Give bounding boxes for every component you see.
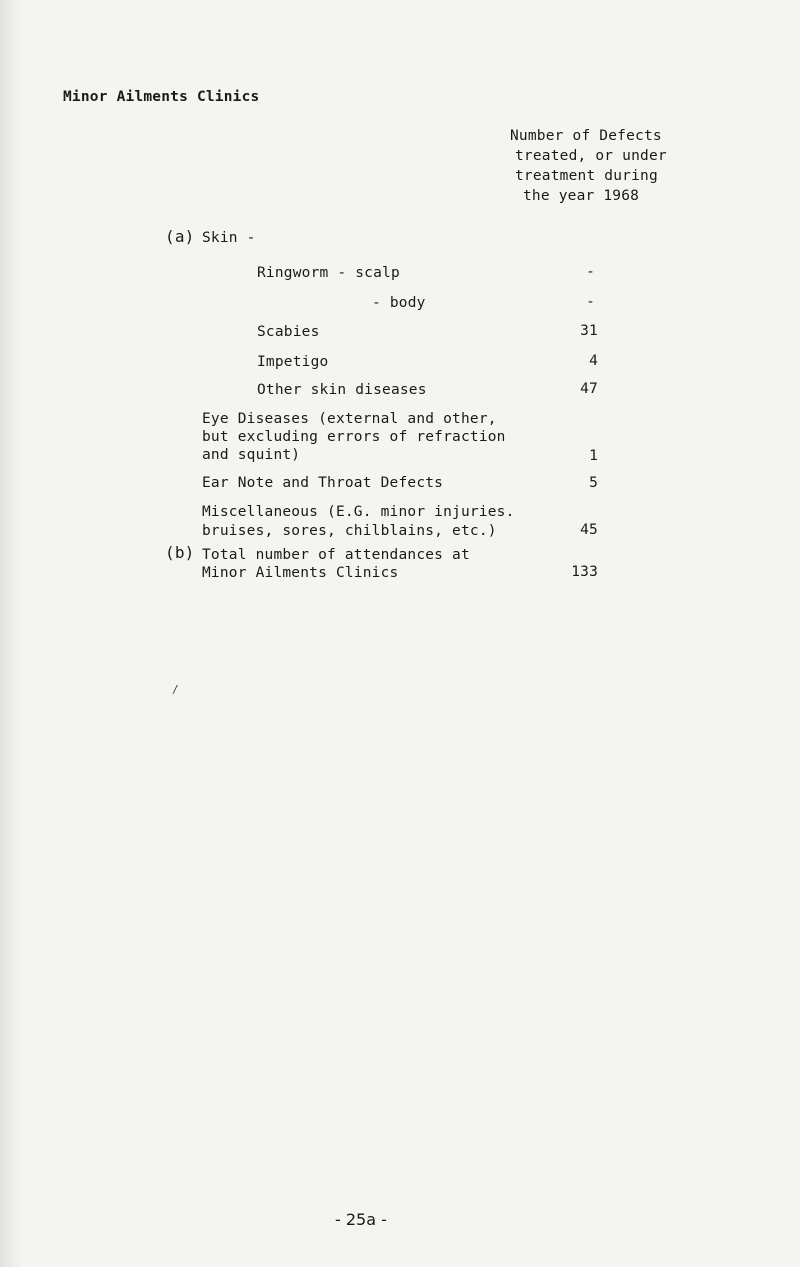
row-value-other-skin: 47	[580, 381, 598, 397]
eye-line-1: Eye Diseases (external and other,	[202, 411, 497, 427]
total-line-2: Minor Ailments Clinics	[202, 565, 399, 581]
eye-line-3: and squint)	[202, 447, 301, 463]
total-line-1: Total number of attendances at	[202, 547, 470, 563]
misc-line-2: bruises, sores, chilblains, etc.)	[202, 523, 497, 539]
row-value-impetigo: 4	[589, 353, 598, 369]
column-header-line-1: Number of Defects	[510, 128, 662, 144]
column-header-line-2: treated, or under	[515, 148, 667, 164]
section-a-marker: (a)	[165, 227, 195, 246]
row-label-ringworm-body: - body	[372, 295, 426, 311]
page-number: - 25a -	[335, 1210, 387, 1229]
row-label-impetigo: Impetigo	[257, 354, 329, 370]
ear-value: 5	[589, 475, 598, 491]
column-header-line-4: the year 1968	[523, 188, 640, 204]
page-edge	[0, 0, 22, 1267]
row-value-ringworm-scalp: -	[586, 264, 595, 280]
row-label-scabies: Scabies	[257, 324, 320, 340]
eye-line-2: but excluding errors of refraction	[202, 429, 506, 445]
row-value-ringworm-body: -	[586, 294, 595, 310]
section-b-marker: (b)	[165, 543, 195, 562]
misc-line-1: Miscellaneous (E.G. minor injuries.	[202, 504, 515, 520]
column-header-line-3: treatment during	[515, 168, 658, 184]
column-header	[510, 126, 667, 206]
total-value: 133	[571, 564, 598, 580]
page-title: Minor Ailments Clinics	[63, 89, 260, 105]
row-label-ringworm-scalp: Ringworm - scalp	[257, 265, 400, 281]
ear-label: Ear Note and Throat Defects	[202, 475, 444, 491]
row-label-other-skin: Other skin diseases	[257, 382, 427, 398]
section-a-heading: Skin -	[202, 230, 256, 246]
misc-value: 45	[580, 522, 598, 538]
eye-value: 1	[589, 448, 598, 464]
row-value-scabies: 31	[580, 323, 598, 339]
stray-mark: /	[172, 683, 179, 696]
